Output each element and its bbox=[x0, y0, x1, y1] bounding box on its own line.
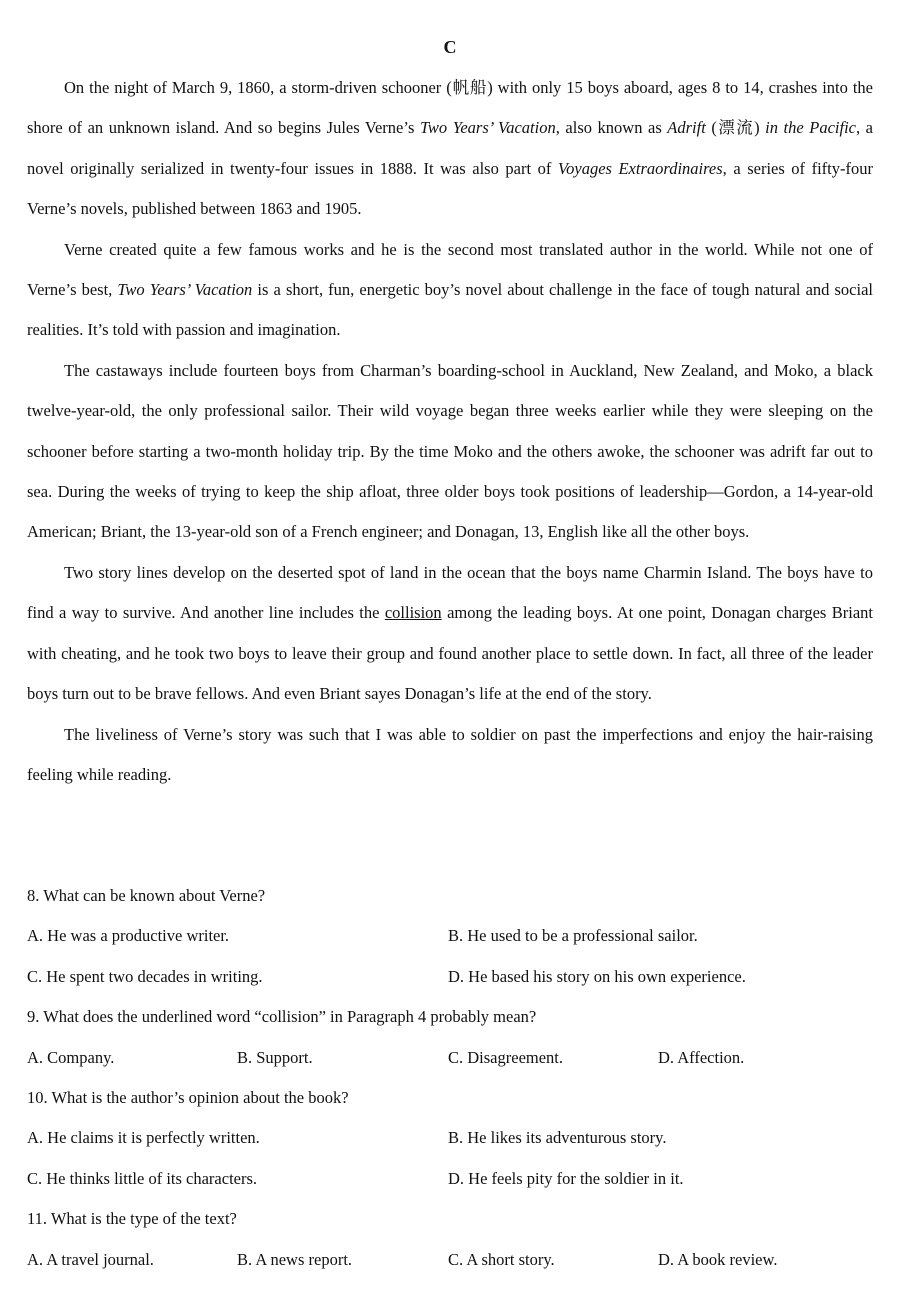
question-10-options-row-1 bbox=[27, 1118, 873, 1158]
question-9-option-b: B. Support. bbox=[237, 1047, 313, 1067]
question-8-option-b: B. He used to be a professional sailor. bbox=[448, 926, 698, 946]
book-title-in-the-pacific: in the Pacific bbox=[765, 118, 856, 138]
reading-passage bbox=[27, 68, 873, 795]
paragraph-4-text-2: among the leading boys. At one point, Donagan charges Briant with cheating, and he took two boys to leave their group and found another place to settle down. In fact, all three of the leader boys turn out to be brave fellows. And even Briant sayes Donagan’s life at the end of the story. bbox=[27, 603, 874, 704]
question-9-option-d: D. Affection. bbox=[658, 1047, 745, 1067]
series-title-voyages-extraordinaires: Voyages Extraordinaires bbox=[557, 158, 723, 178]
question-11-options-row bbox=[27, 1240, 873, 1280]
paragraph-4-text-1: Two story lines develop on the deserted spot of land in the ocean that the boys name Charmin Island. The boys have to find a way to survive. And another line includes the bbox=[27, 562, 873, 623]
paragraph-1-text-4: , a novel originally serialized in twenty-four issues in 1888. It was also part of bbox=[27, 118, 873, 178]
question-11-stem: 11. What is the type of the text? bbox=[27, 1209, 237, 1229]
question-8-stem: 8. What can be known about Verne? bbox=[27, 886, 266, 905]
book-title-two-years-vacation-2: Two Years’ Vacation bbox=[117, 280, 253, 300]
paragraph-1-text-2: , also known as bbox=[555, 118, 668, 138]
question-10-option-d: D. He feels pity for the soldier in it. bbox=[448, 1168, 684, 1188]
question-8-option-d: D. He based his story on his own experience. bbox=[448, 966, 746, 986]
question-10-option-a: A. He claims it is perfectly written. bbox=[27, 1128, 260, 1148]
book-title-adrift: Adrift bbox=[667, 118, 706, 138]
question-list bbox=[27, 876, 873, 1280]
question-10-options-row-2 bbox=[27, 1159, 873, 1199]
paragraph-4 bbox=[27, 553, 873, 715]
question-11-option-a: A. A travel journal. bbox=[27, 1249, 154, 1269]
paragraph-2 bbox=[27, 230, 873, 351]
paragraph-1 bbox=[27, 68, 873, 230]
underlined-word-collision: collision bbox=[384, 603, 442, 623]
paragraph-1-text-5: , a series of fifty-four Verne’s novels, published between 1863 and 1905. bbox=[27, 158, 873, 219]
paragraph-3: The castaways include fourteen boys from Charman’s boarding-school in Auckland, New Zealand, and Moko, a black twelve-year-old, the only professional sailor. Their wild voyage began three weeks earlier while they were sleeping on the schooner before starting a two-month holiday trip. By the time Moko and the others awoke, the schooner was adrift far out to sea. During the weeks of trying to keep the ship afloat, three older boys took positions of leadership—Gordon, a 14-year-old American; Briant, the 13-year-old son of a French engineer; and Donagan, 13, English like all the other boys. bbox=[27, 360, 873, 542]
question-11-option-b: B. A news report. bbox=[237, 1249, 353, 1269]
question-8-options-row-2 bbox=[27, 957, 873, 997]
question-8-option-c: C. He spent two decades in writing. bbox=[27, 966, 263, 986]
paragraph-5: The liveliness of Verne’s story was such that I was able to soldier on past the imperfections and enjoy the hair-raising feeling while reading. bbox=[27, 724, 873, 784]
question-10-stem: 10. What is the author’s opinion about the book? bbox=[27, 1087, 349, 1107]
question-9-option-c: C. Disagreement. bbox=[448, 1047, 564, 1067]
question-8-option-a: A. He was a productive writer. bbox=[27, 926, 230, 946]
question-9-option-a: A. Company. bbox=[27, 1047, 115, 1067]
question-8-options-row-1 bbox=[27, 916, 873, 956]
question-9-stem: 9. What does the underlined word “collision” in Paragraph 4 probably mean? bbox=[27, 1007, 537, 1027]
question-10-option-b: B. He likes its adventurous story. bbox=[448, 1128, 667, 1148]
section-letter: C bbox=[443, 37, 457, 57]
question-11-option-c: C. A short story. bbox=[448, 1249, 555, 1269]
paragraph-2-text-2: is a short, fun, energetic boy’s novel about challenge in the face of tough natural and social realities. It’s told with passion and imagination. bbox=[27, 280, 873, 340]
question-9-options-row bbox=[27, 1038, 873, 1078]
paragraph-1-text-3: (漂流) bbox=[705, 118, 766, 138]
paragraph-1-text-1: On the night of March 9, 1860, a storm-driven schooner (帆船) with only 15 boys aboard, ages 8 to 14, crashes into the shore of an unknown island. And so begins Jules Verne’s bbox=[27, 78, 873, 138]
paragraph-2-text-1: Verne created quite a few famous works and he is the second most translated author in the world. While not one of Verne’s best, bbox=[27, 239, 873, 300]
question-10-option-c: C. He thinks little of its characters. bbox=[27, 1168, 258, 1188]
question-11-option-d: D. A book review. bbox=[658, 1249, 778, 1269]
book-title-two-years-vacation: Two Years’ Vacation bbox=[419, 118, 556, 138]
